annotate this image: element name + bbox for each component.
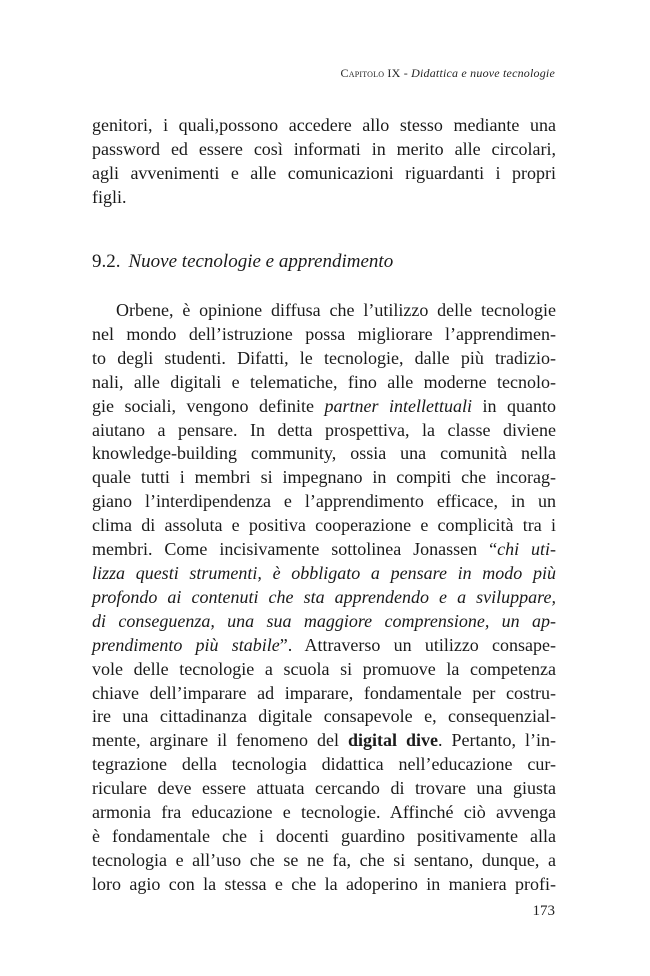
text-segment: ”. Attraverso un utilizzo consape- xyxy=(279,634,556,655)
text-segment: mente, arginare il fenomeno del xyxy=(92,730,349,751)
text-line: clima di assoluta e positiva cooperazione e complicità tra i xyxy=(92,515,556,536)
text-line: quale tutti i membri si impegnano in compiti che incorag- xyxy=(92,467,556,488)
quote-text: lizza questi strumenti, è obbligato a pensare in modo più xyxy=(92,562,556,583)
text-line xyxy=(92,634,556,658)
section-title: Nuove tecnologie e apprendimento xyxy=(128,251,394,272)
paragraph-main xyxy=(92,299,556,897)
text-line: password ed essere così informati in merito alle circolari, xyxy=(92,138,556,159)
text-line: ire una cittadinanza digitale consapevole e, consequenzial- xyxy=(92,706,556,727)
quote-text: di conseguenza, una sua maggiore comprensione, un ap- xyxy=(92,610,556,631)
text-line: tegrazione della tecnologia didattica nell’educazione cur- xyxy=(92,754,556,775)
emphasis-text: partner intellettuali xyxy=(324,395,472,416)
text-line: to degli studenti. Difatti, le tecnologie, dalle più tradizio- xyxy=(92,347,556,368)
text-line xyxy=(92,729,556,753)
bold-term: digital dive xyxy=(348,730,439,751)
header-separator: - xyxy=(400,66,412,80)
quote-text: chi uti- xyxy=(497,539,556,560)
text-line: chiave dell’imparare ad imparare, fondamentale per costru- xyxy=(92,682,556,703)
text-line: vole delle tecnologie a scuola si promuove la competenza xyxy=(92,658,556,679)
header-chapter: Capitolo IX xyxy=(340,66,401,80)
section-heading xyxy=(92,251,393,273)
text-line: genitori, i quali,possono accedere allo stesso mediante una xyxy=(92,115,556,135)
text-segment: . Pertanto, l’in- xyxy=(438,730,556,751)
text-line: armonia fra educazione e tecnologie. Affinché ciò avvenga xyxy=(92,802,556,823)
text-line xyxy=(92,538,556,562)
text-line: è fondamentale che i docenti guardino positivamente alla xyxy=(92,825,556,846)
text-line: knowledge-building community, ossia una comunità nella xyxy=(92,443,556,464)
text-line: loro agio con la stessa e che la adoperino in maniera profi- xyxy=(92,873,556,894)
text-line: Orbene, è opinione diffusa che l’utilizzo delle tecnologie xyxy=(116,300,556,320)
text-line: riculare deve essere attuata cercando di trovare una giusta xyxy=(92,778,556,799)
text-segment: gie sociali, vengono definite xyxy=(92,395,325,416)
text-line xyxy=(92,395,556,419)
text-line: aiutano a pensare. In detta prospettiva, la classe diviene xyxy=(92,419,556,440)
text-line: nel mondo dell’istruzione possa migliorare l’apprendimen- xyxy=(92,323,556,344)
header-subtitle: Didattica e nuove tecnologie xyxy=(411,66,555,80)
text-line: tecnologia e all’uso che se ne fa, che si sentano, dunque, a xyxy=(92,849,556,870)
text-segment: membri. Come incisivamente sottolinea Jonassen “ xyxy=(92,539,498,560)
text-line: giano l’interdipendenza e l’apprendimento efficace, in un xyxy=(92,491,556,512)
text-segment: in quanto xyxy=(471,395,556,416)
page-number: 173 xyxy=(532,903,555,919)
text-line: agli avvenimenti e alle comunicazioni riguardanti i propri xyxy=(92,162,556,183)
text-line: figli. xyxy=(92,186,127,207)
text-line: nali, alle digitali e telematiche, fino alle moderne tecnolo- xyxy=(92,371,556,392)
running-header xyxy=(341,66,555,81)
section-number: 9.2. xyxy=(92,251,121,272)
paragraph-continuation xyxy=(92,114,556,210)
quote-text: profondo ai contenuti che sta apprendendo e a sviluppare, xyxy=(92,586,556,607)
text-line xyxy=(92,562,556,586)
quote-text: prendimento più stabile xyxy=(92,634,280,655)
text-line xyxy=(92,586,556,610)
text-line xyxy=(92,610,556,634)
